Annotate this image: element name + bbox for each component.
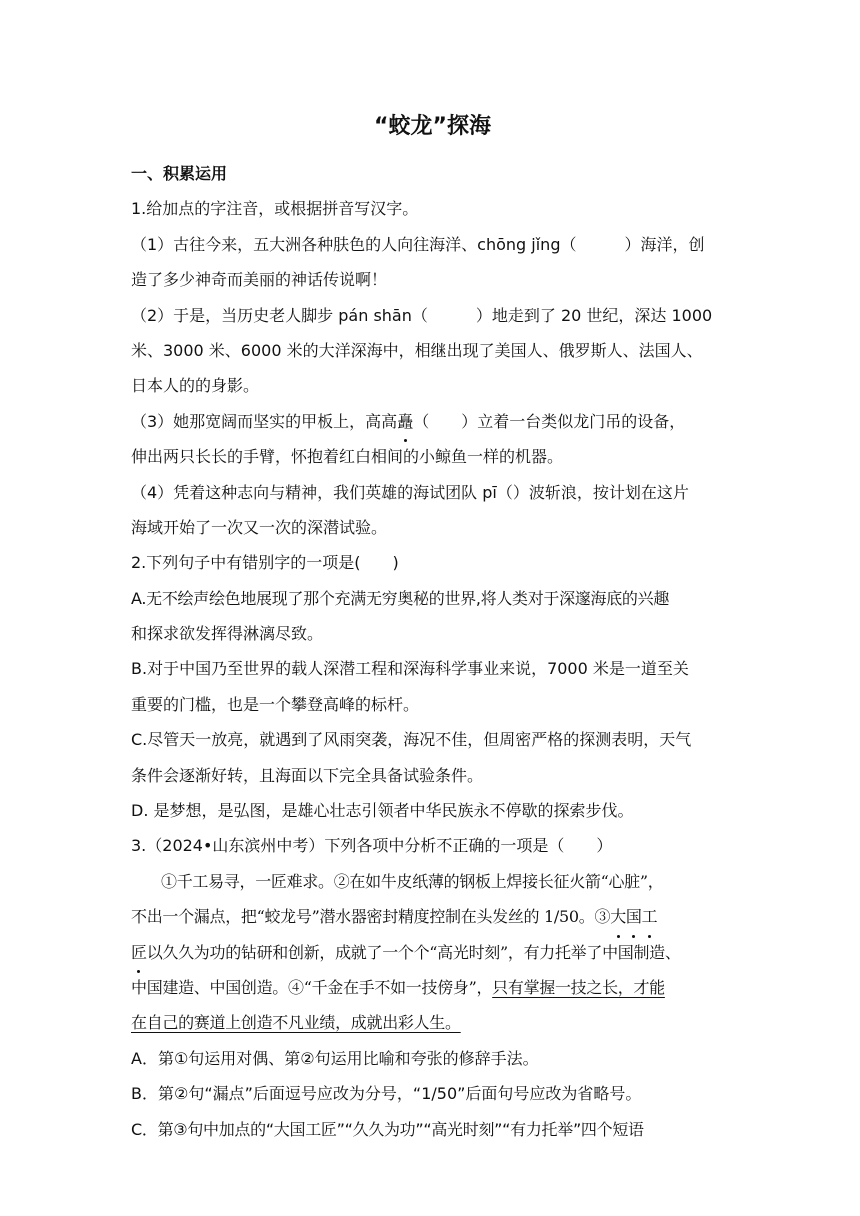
q2-option-a-line-1: A.无不绘声绘色地展现了那个充满无穷奥秘的世界,将人类对于深邃海底的兴趣 xyxy=(131,588,670,608)
q3-passage-text: 中国建造、中国创造。④“千金在手不如一技傍身”， xyxy=(131,977,493,997)
q2-option-b-line-2: 重要的门槛，也是一个攀登高峰的标杆。 xyxy=(131,694,420,714)
dotted-character: 匠 xyxy=(131,935,147,970)
question-2-stem: 2.下列句子中有错别字的一项是( ) xyxy=(131,553,399,573)
question-3-stem: 3.（2024•山东滨州中考）下列各项中分析不正确的一项是（ ） xyxy=(131,836,613,856)
q1-item-2-line-2: 米、3000 米、6000 米的大洋深海中，相继出现了美国人、俄罗斯人、法国人、 xyxy=(131,340,703,360)
q2-option-c-line-1: C.尽管天一放亮，就遇到了风雨突袭，海况不佳，但周密严格的探测表明，天气 xyxy=(131,730,692,750)
underlined-sentence: 只有掌握一技之长，才能 xyxy=(492,977,665,997)
dotted-character: 大 xyxy=(610,899,626,934)
q1-item-1-line-2: 造了多少神奇而美丽的神话传说啊！ xyxy=(131,270,388,290)
q3-passage-text: 以久久为功的钻研和创新，成就了一个个“高光时刻”，有力托举了中国制造、 xyxy=(146,942,681,962)
q3-passage-line-3 xyxy=(131,935,734,970)
q3-option-b-line-1: B．第②句“漏点”后面逗号应改为分号，“1/50”后面句号应改为省略号。 xyxy=(131,1084,642,1104)
underlined-sentence: 在自己的赛道上创造不凡业绩，成就出彩人生。 xyxy=(131,1013,461,1033)
q3-passage-line-5 xyxy=(131,1005,734,1040)
q1-item-3-line-1 xyxy=(131,404,734,439)
q1-item-1-line-1: （1）古往今来，五大洲各种肤色的人向往海洋、chōng jǐng（ ）海洋，创 xyxy=(131,234,705,254)
dotted-character: 国 xyxy=(626,899,642,934)
q3-option-c-line-1: C．第③句中加点的“大国工匠”“久久为功”“高光时刻”“有力托举”四个短语 xyxy=(131,1119,644,1139)
q3-passage-text: 不出一个漏点，把“蛟龙号”潜水器密封精度控制在头发丝的 1/50。③ xyxy=(131,907,611,927)
q3-passage-line-4 xyxy=(131,970,734,1005)
question-1-stem: 1.给加点的字注音，或根据拼音写汉字。 xyxy=(131,199,419,219)
q2-option-a-line-2: 和探求欲发挥得淋漓尽致。 xyxy=(131,624,324,644)
page-title: “蛟龙”探海 xyxy=(374,114,491,139)
q1-item-2-line-1: （2）于是，当历史老人脚步 pán shān（ ）地走到了 20 世纪，深达 1000 xyxy=(131,305,713,325)
dotted-character: 工 xyxy=(642,899,658,934)
q1-item-3-text-a: （3）她那宽阔而坚实的甲板上，高高 xyxy=(131,411,398,431)
q3-passage-line-2 xyxy=(131,899,734,934)
q2-option-c-line-2: 条件会逐渐好转，且海面以下完全具备试验条件。 xyxy=(131,765,484,785)
q3-passage-line-1: ①千工易寻，一匠难求。②在如牛皮纸薄的钢板上焊接长征火箭“心脏”， xyxy=(161,871,664,891)
q3-option-a-line-1: A．第①句运用对偶、第②句运用比喻和夸张的修辞手法。 xyxy=(131,1048,539,1068)
q2-option-d-line-1: D. 是梦想，是弘图，是雄心壮志引领者中华民族永不停歇的探索步伐。 xyxy=(131,801,634,821)
q1-item-4-line-2: 海域开始了一次又一次的深潜试验。 xyxy=(131,517,388,537)
q1-item-3-text-b: （ ）立着一台类似龙门吊的设备， xyxy=(413,411,686,431)
q1-item-4-line-1: （4）凭着这种志向与精神，我们英雄的海试团队 pī（）波斩浪，按计划在这片 xyxy=(131,482,689,502)
q1-item-3-line-2: 伸出两只长长的手臂，怀抱着红白相间的小鲸鱼一样的机器。 xyxy=(131,447,564,467)
q2-option-b-line-1: B.对于中国乃至世界的载人深潜工程和深海科学事业来说，7000 米是一道至关 xyxy=(131,659,689,679)
section-heading: 一、积累运用 xyxy=(131,164,228,183)
dotted-character: 矗 xyxy=(397,404,413,439)
q1-item-2-line-3: 日本人的的身影。 xyxy=(131,376,260,396)
